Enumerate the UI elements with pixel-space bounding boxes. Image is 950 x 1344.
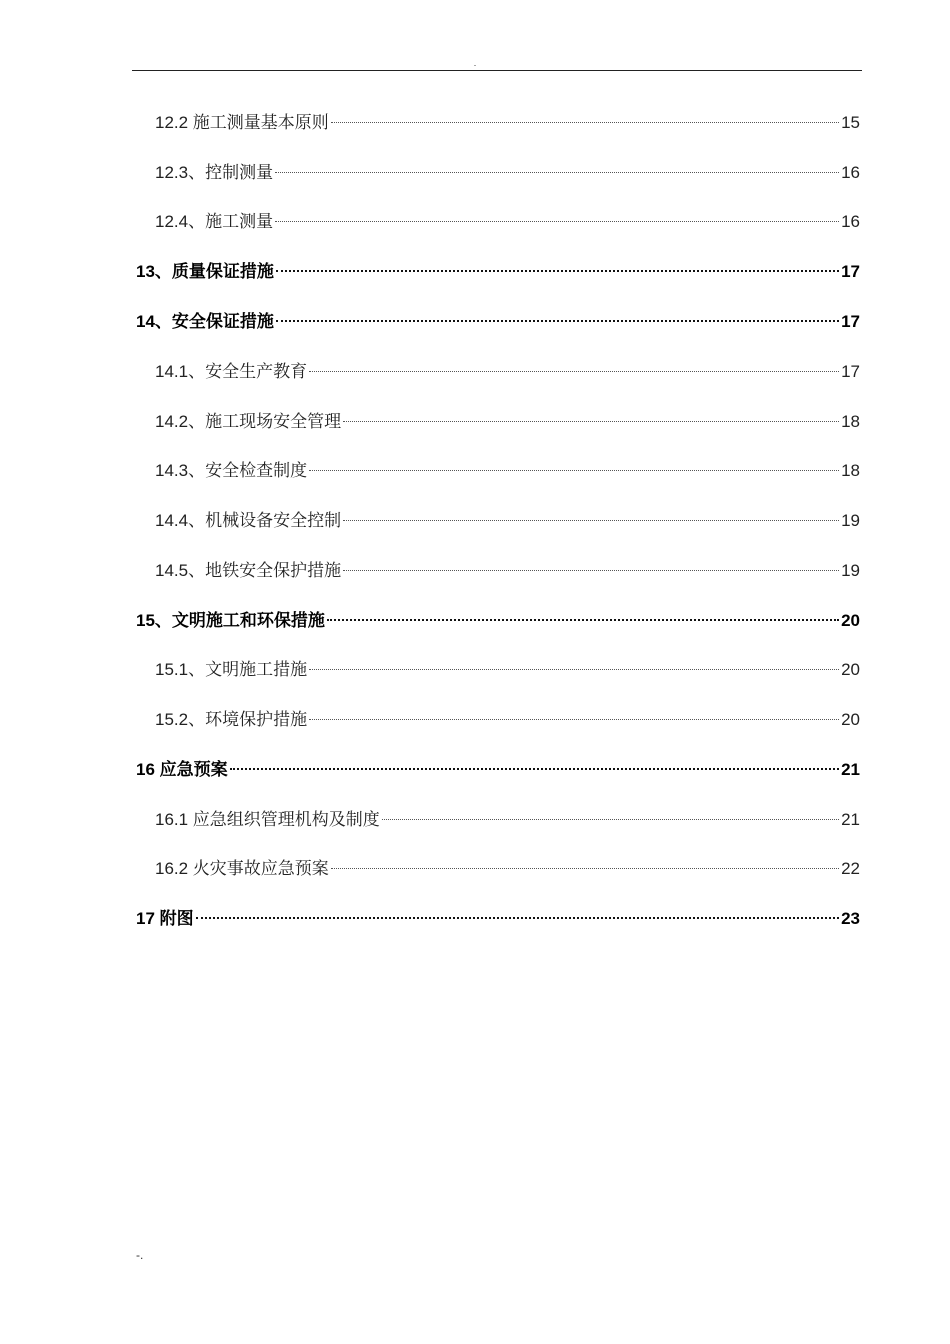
toc-entry[interactable]: [155, 110, 860, 136]
toc-entry-page: 19: [841, 561, 860, 580]
toc-entry-page: 17: [841, 362, 860, 381]
toc-entry-label: 17 附图: [136, 909, 194, 928]
toc-entry-label: 14.4、机械设备安全控制: [155, 511, 342, 530]
toc-entry[interactable]: [155, 856, 860, 882]
toc-entry-label: 14.1、安全生产教育: [155, 362, 308, 381]
toc-entry-page: 21: [841, 810, 860, 829]
toc-entry-label: 14.2、施工现场安全管理: [155, 412, 342, 431]
toc-entry-page: 19: [841, 511, 860, 530]
toc-dot-leader: [309, 371, 839, 372]
toc-entry-label: 14.3、安全检查制度: [155, 461, 308, 480]
toc-entry-page: 16: [841, 163, 860, 182]
toc-dot-leader: [343, 421, 839, 422]
toc-entry-page: 23: [841, 909, 860, 928]
toc-dot-leader: [331, 868, 839, 869]
toc-entry-label: 13、质量保证措施: [136, 262, 274, 281]
toc-entry[interactable]: [136, 259, 860, 285]
header-mark: .: [473, 58, 477, 68]
toc-entry-label: 14、安全保证措施: [136, 312, 274, 331]
toc-entry-label: 16.2 火灾事故应急预案: [155, 859, 329, 878]
toc-entry-page: 20: [841, 611, 860, 630]
toc-entry-label: 12.2 施工测量基本原则: [155, 113, 329, 132]
toc-entry[interactable]: [155, 508, 860, 534]
toc-entry[interactable]: [155, 359, 860, 385]
toc-entry-label: 12.4、施工测量: [155, 212, 274, 231]
toc-entry[interactable]: [155, 209, 860, 235]
toc-dot-leader: [309, 719, 839, 720]
toc-entry[interactable]: [155, 558, 860, 584]
toc-entry[interactable]: [155, 160, 860, 186]
toc-entry-label: 15.1、文明施工措施: [155, 660, 308, 679]
toc-entry-page: 17: [841, 262, 860, 281]
toc-entry-page: 18: [841, 461, 860, 480]
toc-dot-leader: [276, 320, 839, 322]
toc-entry[interactable]: [155, 657, 860, 683]
toc-entry[interactable]: [136, 906, 860, 932]
toc-entry-label: 15、文明施工和环保措施: [136, 611, 325, 630]
toc-dot-leader: [327, 619, 839, 621]
toc-dot-leader: [343, 520, 839, 521]
toc-entry[interactable]: [155, 409, 860, 435]
toc-entry-page: 16: [841, 212, 860, 231]
toc-dot-leader: [343, 570, 839, 571]
toc-entry-page: 21: [841, 760, 860, 779]
header-rule: [132, 70, 862, 71]
toc-entry[interactable]: [155, 458, 860, 484]
toc-dot-leader: [276, 270, 839, 272]
toc-entry[interactable]: [136, 309, 860, 335]
toc-entry-label: 12.3、控制测量: [155, 163, 274, 182]
toc-entry-page: 20: [841, 660, 860, 679]
toc-entry-page: 22: [841, 859, 860, 878]
toc-entry-label: 16.1 应急组织管理机构及制度: [155, 810, 380, 829]
toc-entry[interactable]: [136, 757, 860, 783]
toc-entry-label: 15.2、环境保护措施: [155, 710, 308, 729]
toc-dot-leader: [382, 819, 839, 820]
toc-entry-label: 16 应急预案: [136, 760, 228, 779]
footer-mark: -.: [136, 1248, 144, 1262]
toc-dot-leader: [196, 917, 839, 919]
toc-dot-leader: [275, 221, 839, 222]
toc-entry-page: 20: [841, 710, 860, 729]
toc-entry-label: 14.5、地铁安全保护措施: [155, 561, 342, 580]
toc-dot-leader: [309, 470, 839, 471]
toc-dot-leader: [230, 768, 839, 770]
toc-entry-page: 17: [841, 312, 860, 331]
toc-entry-page: 15: [841, 113, 860, 132]
toc-entry[interactable]: [155, 707, 860, 733]
toc-dot-leader: [275, 172, 839, 173]
toc-entry[interactable]: [155, 807, 860, 833]
toc-dot-leader: [331, 122, 839, 123]
toc-entry[interactable]: [136, 608, 860, 634]
toc-entry-page: 18: [841, 412, 860, 431]
toc-dot-leader: [309, 669, 839, 670]
